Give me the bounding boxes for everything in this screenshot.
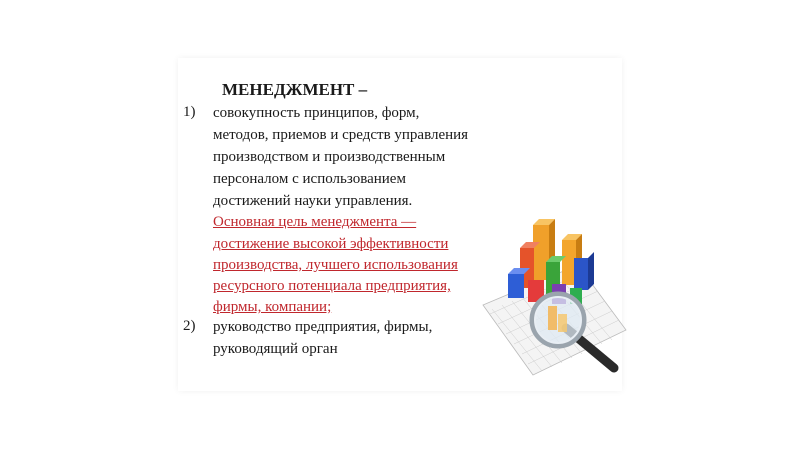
item-1-line: совокупность принципов, форм, (213, 105, 420, 121)
slide-title: МЕНЕДЖМЕНТ – (222, 80, 368, 99)
item-1-line: производством и производственным (213, 149, 446, 165)
item-2-line: руководство предприятия, фирмы, (213, 319, 433, 335)
item-2-line: руководящий орган (213, 341, 338, 357)
item-1-line: персоналом с использованием (213, 171, 406, 187)
item-2-number: 2) (183, 318, 196, 334)
goal-line: ресурсного потенциала предприятия, (213, 278, 451, 294)
bar-chart-with-magnifier-icon (478, 210, 628, 380)
item-1-line: методов, приемов и средств управления (213, 127, 469, 143)
bars (508, 219, 594, 304)
goal-line: Основная цель менеджмента — (213, 214, 417, 230)
goal-line: фирмы, компании; (213, 299, 332, 315)
goal-line: производства, лучшего использования (213, 257, 458, 273)
goal-line: достижение высокой эффективности (213, 236, 449, 252)
item-1-line: достижений науки управления. (213, 193, 413, 209)
item-1-number: 1) (183, 104, 196, 120)
